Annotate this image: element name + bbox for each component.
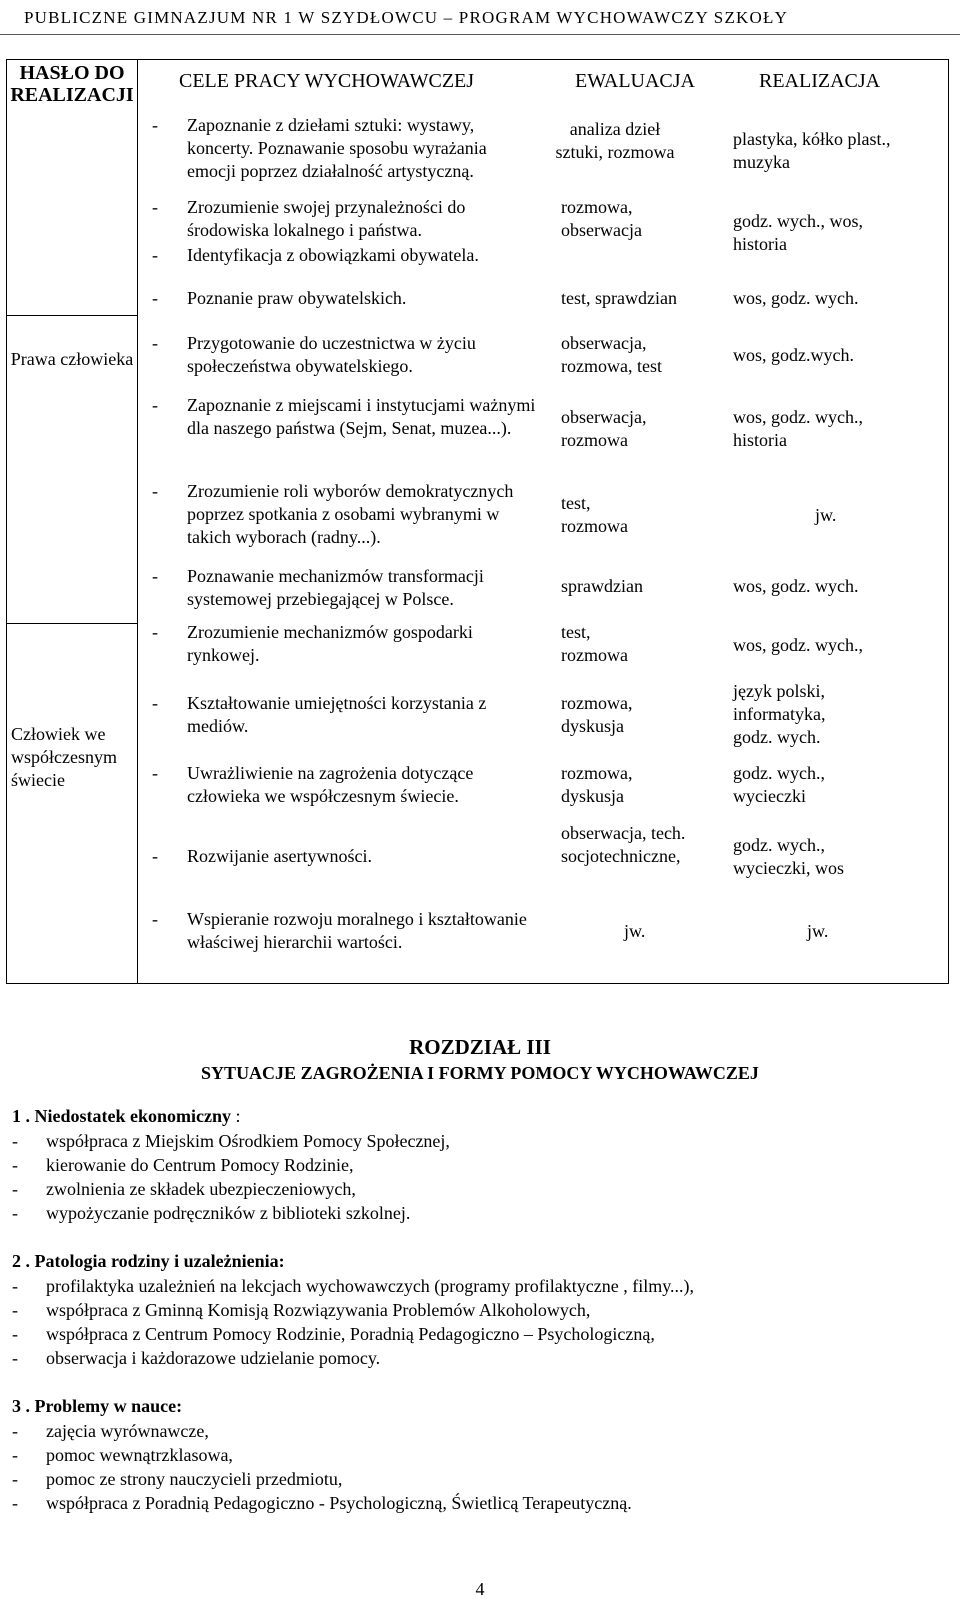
list-item: - pomoc wewnątrzklasowa, [12, 1445, 233, 1465]
list-dash: - [152, 115, 158, 135]
evaluation-cell: test, rozmowa [561, 493, 628, 536]
evaluation-cell: obserwacja, tech. socjotechniczne, [561, 823, 686, 866]
list-item: - zajęcia wyrównawcze, [12, 1421, 209, 1441]
list-dash: - [152, 197, 158, 217]
evaluation-cell: sprawdzian [561, 576, 643, 596]
list-dash: - [152, 622, 158, 642]
page-number: 4 [475, 1579, 485, 1599]
list-dash: - [152, 693, 158, 713]
header-rule [0, 34, 960, 35]
header-goals: CELE PRACY WYCHOWAWCZEJ [179, 70, 475, 92]
list-item: - współpraca z Poradnią Pedagogiczno - Psychologiczną, Świetlicą Terapeutyczną. [12, 1493, 632, 1513]
goal-cell: Zapoznanie z dziełami sztuki: wystawy, koncerty. Poznawanie sposobu wyrażania emocji poprzez działalność artystyczną. [187, 115, 487, 181]
section-title-1: 1 . Niedostatek ekonomiczny : [12, 1106, 241, 1126]
realization-cell: wos, godz. wych. [733, 288, 859, 308]
chapter-number: ROZDZIAŁ III [409, 1035, 551, 1059]
evaluation-cell: jw. [624, 921, 646, 941]
list-dash: - [152, 288, 158, 308]
list-dash: - [152, 395, 158, 415]
list-dash: - [152, 566, 158, 586]
realization-cell: plastyka, kółko plast., muzyka [733, 129, 891, 172]
section-divider [7, 315, 137, 316]
goal-cell: Rozwijanie asertywności. [187, 846, 372, 866]
evaluation-cell: obserwacja, rozmowa [561, 407, 647, 450]
list-item: - obserwacja i każdorazowe udzielanie pomocy. [12, 1348, 381, 1368]
column-divider [137, 60, 138, 983]
goal-cell: Poznanie praw obywatelskich. [187, 288, 407, 308]
list-dash: - [152, 481, 158, 501]
goal-cell: Zrozumienie mechanizmów gospodarki rynkowej. [187, 622, 473, 665]
list-dash: - [152, 245, 158, 265]
program-table [6, 59, 949, 984]
goal-cell: Przygotowanie do uczestnictwa w życiu społeczeństwa obywatelskiego. [187, 333, 476, 376]
goal-cell: Wspieranie rozwoju moralnego i kształtowanie właściwej hierarchii wartości. [187, 909, 527, 952]
evaluation-cell: obserwacja, rozmowa, test [561, 333, 662, 376]
goal-cell: Identyfikacja z obowiązkami obywatela. [187, 245, 479, 265]
realization-cell: jw. [807, 921, 829, 941]
realization-cell: wos, godz. wych. [733, 576, 859, 596]
realization-cell: język polski, informatyka, godz. wych. [733, 681, 826, 747]
goal-cell: Poznawanie mechanizmów transformacji systemowej przebiegającej w Polsce. [187, 566, 484, 609]
list-dash: - [152, 846, 158, 866]
section-label-modern-world: Człowiek we współczesnym świecie [11, 724, 117, 790]
list-dash: - [152, 909, 158, 929]
goal-cell: Uwrażliwienie na zagrożenia dotyczące człowieka we współczesnym świecie. [187, 763, 474, 806]
realization-cell: wos, godz. wych., historia [733, 407, 863, 450]
header-evaluation: EWALUACJA [575, 70, 695, 92]
realization-cell: godz. wych., wycieczki, wos [733, 835, 844, 878]
list-item: - współpraca z Centrum Pomocy Rodzinie, Poradnią Pedagogiczno – Psychologiczną, [12, 1324, 655, 1344]
evaluation-cell: rozmowa, obserwacja [561, 197, 642, 240]
list-dash: - [152, 333, 158, 353]
list-item: - wypożyczanie podręczników z biblioteki szkolnej. [12, 1203, 411, 1223]
realization-cell: wos, godz.wych. [733, 345, 854, 365]
realization-cell: jw. [815, 505, 837, 525]
goal-cell: Zapoznanie z miejscami i instytucjami ważnymi dla naszego państwa (Sejm, Senat, muzea...). [187, 395, 536, 438]
realization-cell: godz. wych., wycieczki [733, 763, 825, 806]
header-slogan: HASŁO DO REALIZACJI [10, 62, 134, 106]
section-title-2: 2 . Patologia rodziny i uzależnienia: [12, 1251, 285, 1271]
header-realization: REALIZACJA [759, 70, 881, 92]
list-item: - współpraca z Miejskim Ośrodkiem Pomocy Społecznej, [12, 1131, 450, 1151]
evaluation-cell: test, rozmowa [561, 622, 628, 665]
goal-cell: Zrozumienie swojej przynależności do środowiska lokalnego i państwa. [187, 197, 466, 240]
evaluation-cell: analiza dzieł sztuki, rozmowa [555, 119, 675, 162]
section-divider [7, 623, 137, 624]
evaluation-cell: rozmowa, dyskusja [561, 763, 633, 806]
chapter-title: SYTUACJE ZAGROŻENIA I FORMY POMOCY WYCHOWAWCZEJ [201, 1063, 759, 1083]
realization-cell: godz. wych., wos, historia [733, 211, 863, 254]
section-label-rights: Prawa człowieka [10, 349, 134, 369]
list-item: - profilaktyka uzależnień na lekcjach wychowawczych (programy profilaktyczne , filmy...), [12, 1276, 695, 1296]
evaluation-cell: rozmowa, dyskusja [561, 693, 633, 736]
list-item: - pomoc ze strony nauczycieli przedmiotu, [12, 1469, 343, 1489]
goal-cell: Kształtowanie umiejętności korzystania z mediów. [187, 693, 487, 736]
realization-cell: wos, godz. wych., [733, 635, 863, 655]
list-item: - kierowanie do Centrum Pomocy Rodzinie, [12, 1155, 354, 1175]
goal-cell: Zrozumienie roli wyborów demokratycznych poprzez spotkania z osobami wybranymi w takich wyborach (radny...). [187, 481, 514, 547]
section-title-3: 3 . Problemy w nauce: [12, 1396, 183, 1416]
running-header-title: PUBLICZNE GIMNAZJUM NR 1 W SZYDŁOWCU – PROGRAM WYCHOWAWCZY SZKOŁY [24, 8, 789, 27]
list-item: - współpraca z Gminną Komisją Rozwiązywania Problemów Alkoholowych, [12, 1300, 591, 1320]
evaluation-cell: test, sprawdzian [561, 288, 677, 308]
list-item: - zwolnienia ze składek ubezpieczeniowych, [12, 1179, 356, 1199]
list-dash: - [152, 763, 158, 783]
